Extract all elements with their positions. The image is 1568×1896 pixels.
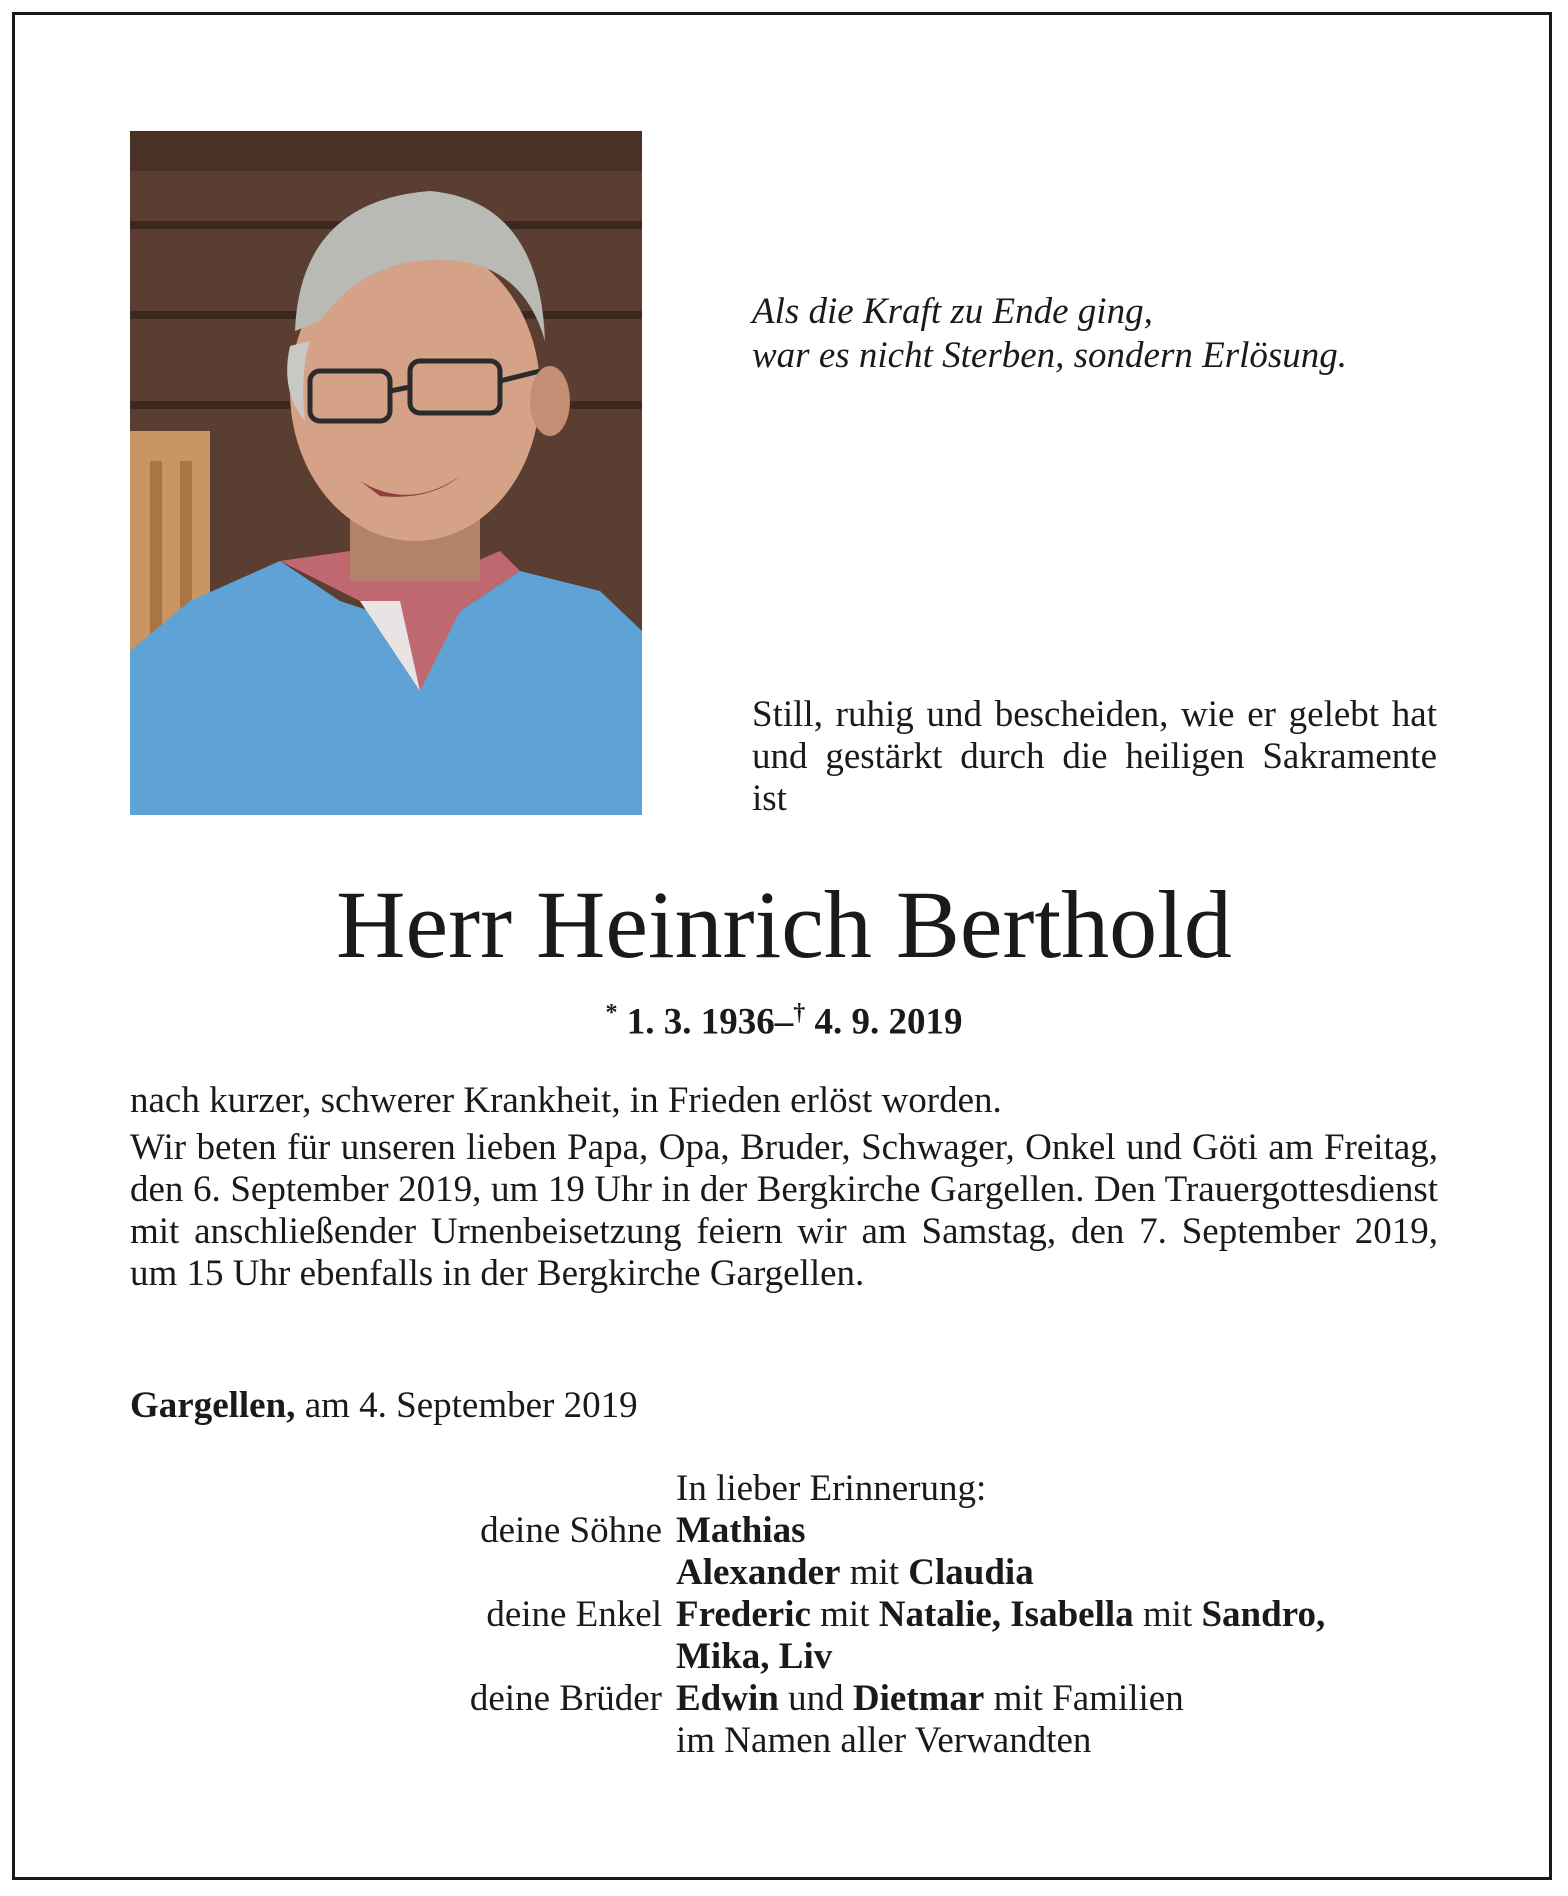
brothers-suffix: mit Familien bbox=[984, 1678, 1184, 1719]
closing-line: im Namen aller Verwandten bbox=[676, 1720, 1092, 1761]
grandchildren-label: deine Enkel bbox=[486, 1594, 662, 1635]
quote-line-1: Als die Kraft zu Ende ging, bbox=[752, 291, 1153, 332]
brother-1: Edwin bbox=[676, 1678, 779, 1719]
death-date: 4. 9. 2019 bbox=[814, 1001, 963, 1043]
place-date-text: am 4. September 2019 bbox=[295, 1385, 638, 1426]
life-dates bbox=[0, 1000, 1568, 1043]
grandchild-1-partner: Natalie, Isabella bbox=[878, 1594, 1134, 1635]
epigraph-quote bbox=[752, 290, 1347, 378]
son-2-with: mit bbox=[840, 1552, 909, 1593]
sons-label: deine Söhne bbox=[480, 1510, 662, 1551]
grandchildren-more: Mika, Liv bbox=[676, 1636, 833, 1677]
brothers-label: deine Brüder bbox=[469, 1678, 662, 1719]
son-2-partner: Claudia bbox=[908, 1552, 1034, 1593]
birth-date: 1. 3. 1936 bbox=[626, 1001, 775, 1043]
grandchild-with-2: mit bbox=[1133, 1594, 1202, 1635]
memory-heading: In lieber Erinnerung: bbox=[676, 1468, 987, 1509]
place-date bbox=[130, 1385, 638, 1427]
son-1: Mathias bbox=[676, 1510, 806, 1551]
portrait-photo bbox=[130, 131, 642, 815]
date-separator: – bbox=[774, 1001, 794, 1043]
intro-text: Still, ruhig und bescheiden, wie er gelebt hat und gestärkt durch die heiligen Sakramente ist bbox=[752, 694, 1437, 819]
sons-line-2 bbox=[676, 1552, 1456, 1594]
quote-line-2: war es nicht Sterben, sondern Erlösung. bbox=[752, 335, 1348, 376]
grandchild-1: Frederic bbox=[676, 1594, 811, 1635]
birth-symbol: * bbox=[605, 1000, 618, 1026]
grandchild-with-1: mit bbox=[810, 1594, 879, 1635]
brother-2: Dietmar bbox=[852, 1678, 985, 1719]
death-symbol: † bbox=[793, 1000, 806, 1026]
body-line-1: nach kurzer, schwerer Krankheit, in Frieden erlöst worden. bbox=[130, 1080, 1002, 1121]
deceased-name: Herr Heinrich Berthold bbox=[336, 871, 1232, 978]
grandchildren-line-1 bbox=[676, 1594, 1456, 1636]
grandchildren-line-2 bbox=[676, 1636, 1456, 1678]
sons-line-1 bbox=[676, 1510, 1456, 1552]
son-2: Alexander bbox=[676, 1552, 841, 1593]
brothers-line bbox=[676, 1678, 1456, 1720]
brothers-and: und bbox=[778, 1678, 853, 1719]
grandchild-2-partner: Sandro, bbox=[1201, 1594, 1326, 1635]
body-paragraph: Wir beten für unseren lieben Papa, Opa, Bruder, Schwager, Onkel und Göti am Freitag, den 6. September 2019, um 19 Uhr in der Bergkirche Gargellen. Den Trauergottesdienst mit anschließender Urnenbeisetzung feiern wir am Samstag, den 7. September 2019, um 15 Uhr ebenfalls in der Bergkirche Gargellen. bbox=[130, 1127, 1438, 1294]
place-town: Gargellen, bbox=[130, 1385, 296, 1426]
